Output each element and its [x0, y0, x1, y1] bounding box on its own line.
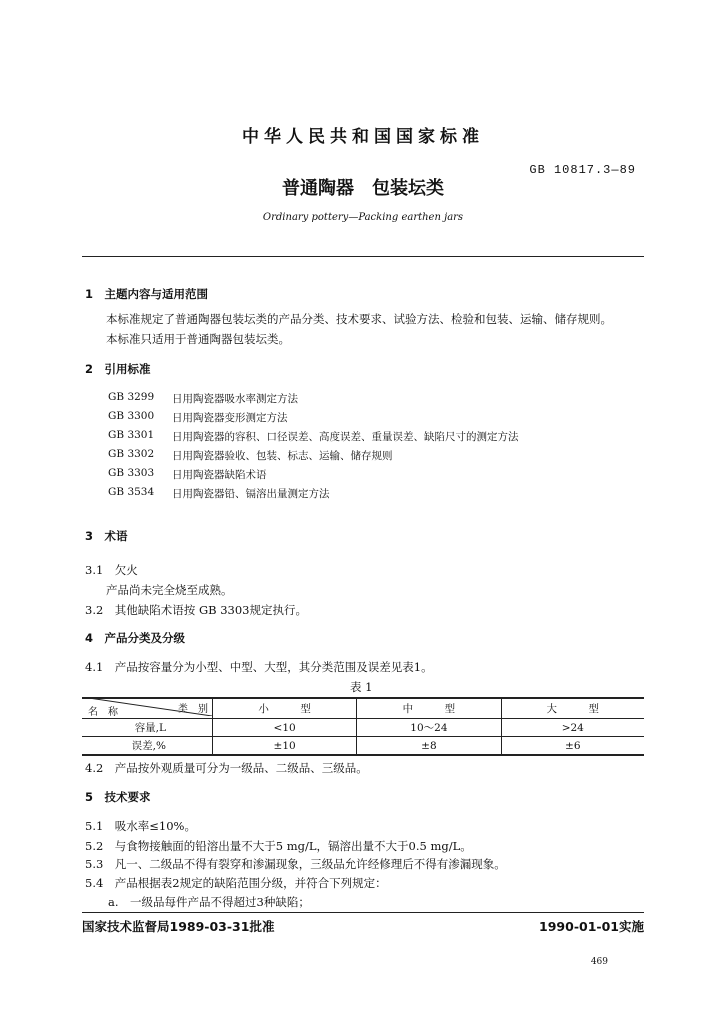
- clause-5-2: 5.2 与食物接触面的铅溶出量不大于5 mg/L，镉溶出量不大于0.5 mg/L。: [85, 839, 472, 853]
- ref-title: 日用陶瓷器吸水率测定方法: [172, 393, 298, 405]
- clause-3-2: 3.2 其他缺陷术语按 GB 3303规定执行。: [85, 603, 308, 617]
- table-cell: >24: [501, 719, 644, 737]
- section-3-heading: 3 术语: [85, 529, 128, 543]
- ref-code: GB 3301: [108, 429, 155, 441]
- table-corner-name: 名 称: [88, 707, 118, 718]
- clause-3-1: 3.1 欠火: [85, 563, 138, 577]
- table-1-caption: 表 1: [350, 680, 373, 694]
- clause-5-4: 5.4 产品根据表2规定的缺陷范围分级，并符合下列规定：: [85, 876, 387, 890]
- table-cell: ±8: [357, 737, 501, 756]
- clause-4-1: 4.1 产品按容量分为小型、中型、大型，其分类范围及误差见表1。: [85, 660, 433, 674]
- ref-code: GB 3303: [108, 467, 155, 479]
- table-row: [82, 719, 644, 737]
- table-row: [82, 737, 644, 756]
- table-corner-diagonal: [82, 697, 212, 716]
- section-1-paragraph-1: 本标准规定了普通陶器包装坛类的产品分类、技术要求、试验方法、检验和包装、运输、储存规则。: [106, 312, 612, 326]
- table-col-header: 小 型: [213, 698, 357, 719]
- ref-title: 日用陶瓷器缺陷术语: [172, 469, 267, 481]
- table-cell: <10: [213, 719, 357, 737]
- ref-title: 日用陶瓷器验收、包装、标志、运输、储存规则: [172, 450, 393, 462]
- table-row-label: 容量,L: [82, 719, 213, 737]
- clause-4-2: 4.2 产品按外观质量可分为一级品、二级品、三级品。: [85, 761, 368, 775]
- clause-5-3: 5.3 凡一、二级品不得有裂穿和渗漏现象，三级品允许经修理后不得有渗漏现象。: [85, 857, 506, 871]
- table-col-header: 大 型: [501, 698, 644, 719]
- ref-code: GB 3534: [108, 486, 155, 498]
- header-title: 中华人民共和国国家标准: [242, 127, 484, 147]
- clause-3-1-definition: 产品尚未完全烧至成熟。: [106, 583, 233, 597]
- section-1-heading: 1 主题内容与适用范围: [85, 287, 209, 301]
- footer-rule: [82, 912, 644, 913]
- page-number: 469: [590, 957, 608, 967]
- ref-title: 日用陶瓷器铅、镉溶出量测定方法: [172, 488, 330, 500]
- document-title: 普通陶器 包装坛类: [282, 178, 444, 199]
- header-rule: [82, 256, 644, 257]
- english-subtitle: Ordinary pottery—Packing earthen jars: [262, 212, 464, 223]
- implementation-date: 1990-01-01实施: [539, 919, 644, 934]
- section-4-heading: 4 产品分类及分级: [85, 631, 186, 645]
- section-2-heading: 2 引用标准: [85, 362, 151, 376]
- ref-code: GB 3299: [108, 391, 155, 403]
- table-cell: 10～24: [357, 719, 501, 737]
- ref-code: GB 3300: [108, 410, 155, 422]
- ref-title: 日用陶瓷器的容积、口径误差、高度误差、重量误差、缺陷尺寸的测定方法: [172, 431, 519, 443]
- clause-5-1: 5.1 吸水率≤10%。: [85, 819, 196, 833]
- clause-5-4-a: a. 一级品每件产品不得超过3种缺陷；: [108, 895, 310, 909]
- section-5-heading: 5 技术要求: [85, 790, 151, 804]
- table-cell: ±10: [213, 737, 357, 756]
- section-1-paragraph-2: 本标准只适用于普通陶器包装坛类。: [106, 332, 290, 346]
- table-corner-type: 类 别: [178, 704, 208, 715]
- table-row-label: 误差,%: [82, 737, 213, 756]
- table-col-header: 中 型: [357, 698, 501, 719]
- table-cell: ±6: [501, 737, 644, 756]
- ref-title: 日用陶瓷器变形测定方法: [172, 412, 288, 424]
- standard-number: GB 10817.3—89: [529, 163, 636, 177]
- approval-date: 国家技术监督局1989-03-31批准: [82, 919, 275, 934]
- ref-code: GB 3302: [108, 448, 155, 460]
